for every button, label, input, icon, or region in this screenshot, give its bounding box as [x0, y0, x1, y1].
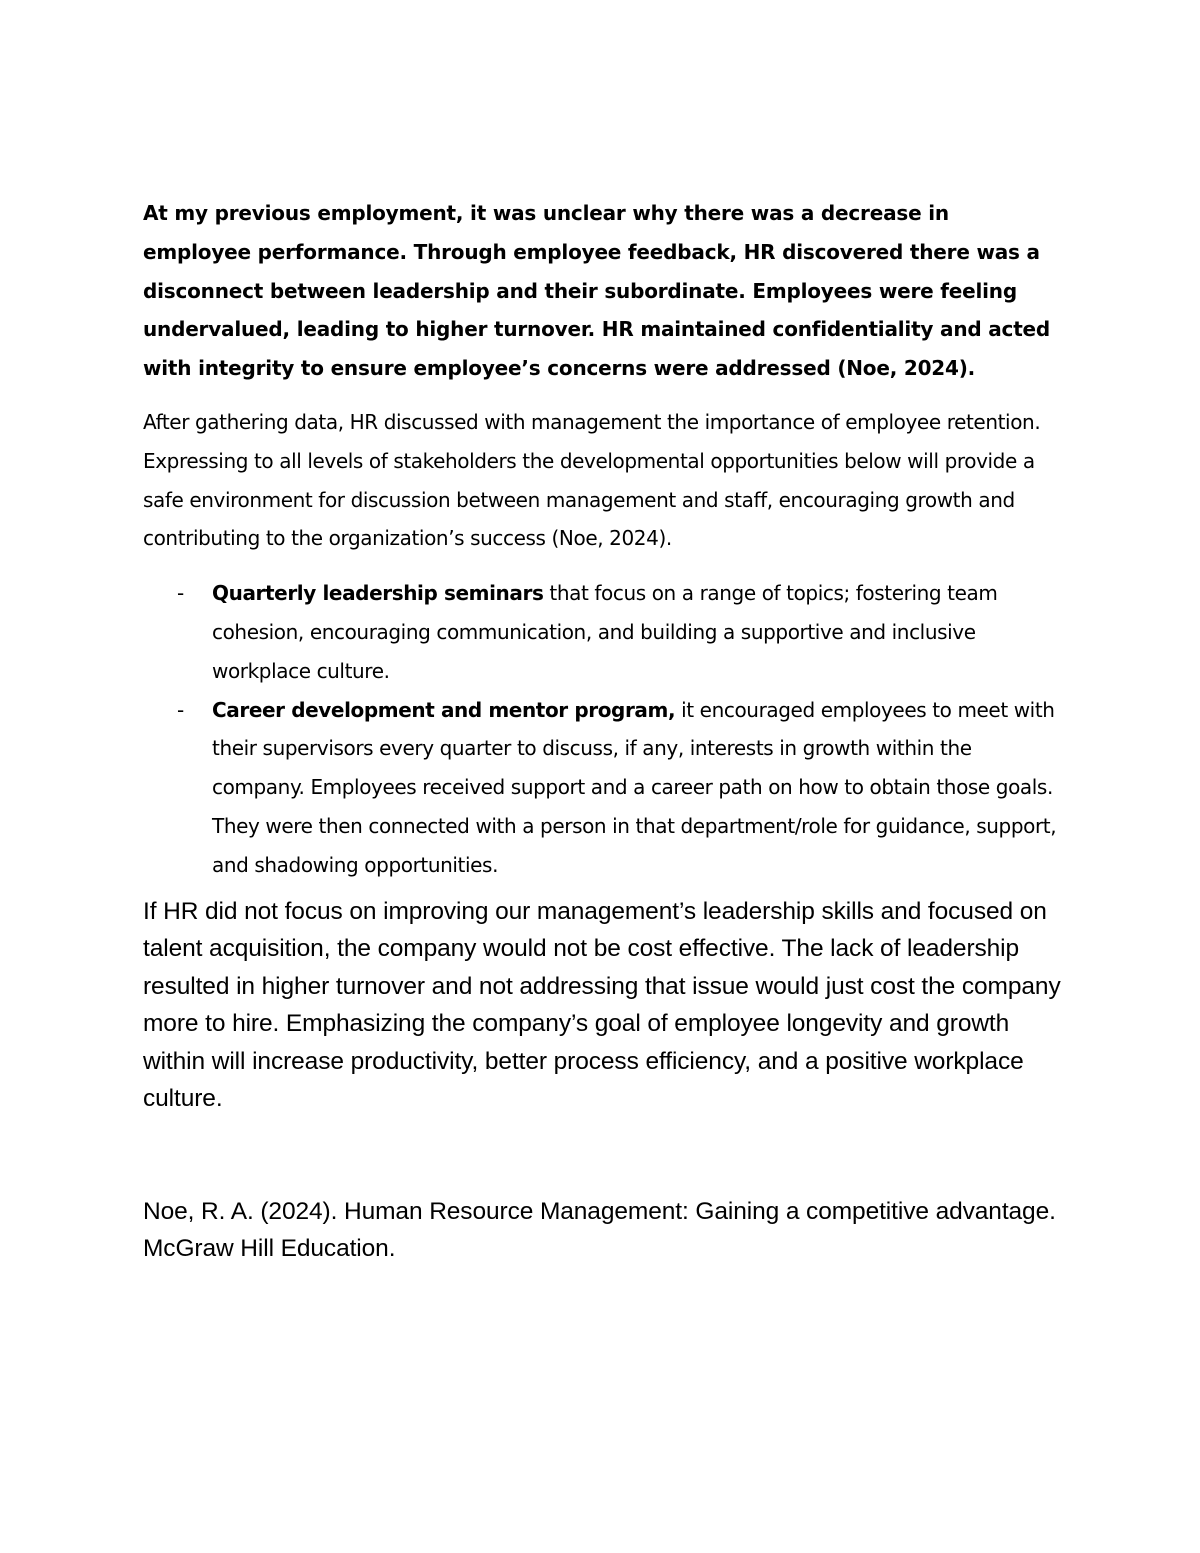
conclusion-paragraph: If HR did not focus on improving our management’s leadership skills and focused on talent acquisition, the company would not be cost effective. The lack of leadership resulted in higher turnover and not addressing that issue would just cost the company more to hire. Emphasizing the company’s goal of employee longevity and growth within will increase productivity, better process efficiency, and a positive workplace culture.: [143, 897, 1061, 1113]
bullet-marker: -: [177, 697, 184, 722]
list-item-leadership-seminars: [143, 574, 1063, 690]
intro-paragraph: At my previous employment, it was unclear why there was a decrease in employee performance. Through employee feedback, HR discovered there was a disconnect between leadership and their subordinate. Employees were feeling undervalued, leading to higher turnover. HR maintained confidentiality and acted with integrity to ensure employee’s concerns were addressed (Noe, 2024).: [143, 201, 1051, 381]
bullet-heading: Quarterly leadership seminars: [212, 581, 544, 606]
bullet-heading: Career development and mentor program,: [212, 697, 676, 722]
bullet-text: that focus on a range of topics; fostering team cohesion, encouraging communication, and building a supportive and inclusive workplace culture.: [212, 581, 998, 683]
bullet-text: it encouraged employees to meet with their supervisors every quarter to discuss, if any, interests in growth within the company. Employees received support and a career path on how to obtain those goals. They were then connected with a person in that department/role for guidance, support, and shadowing opportunities.: [212, 697, 1057, 877]
reference-citation: Noe, R. A. (2024). Human Resource Management: Gaining a competitive advantage. McGraw Hill Education.: [143, 1197, 1056, 1263]
document-page: [143, 194, 1063, 1268]
opportunities-list: [143, 574, 1063, 884]
retention-paragraph: After gathering data, HR discussed with management the importance of employee retention. Expressing to all levels of stakeholders the developmental opportunities below will provide a safe environment for discussion between management and staff, encouraging growth and contributing to the organization’s success (Noe, 2024).: [143, 409, 1041, 551]
list-item-mentor-program: [143, 691, 1063, 885]
bullet-marker: -: [177, 581, 184, 606]
